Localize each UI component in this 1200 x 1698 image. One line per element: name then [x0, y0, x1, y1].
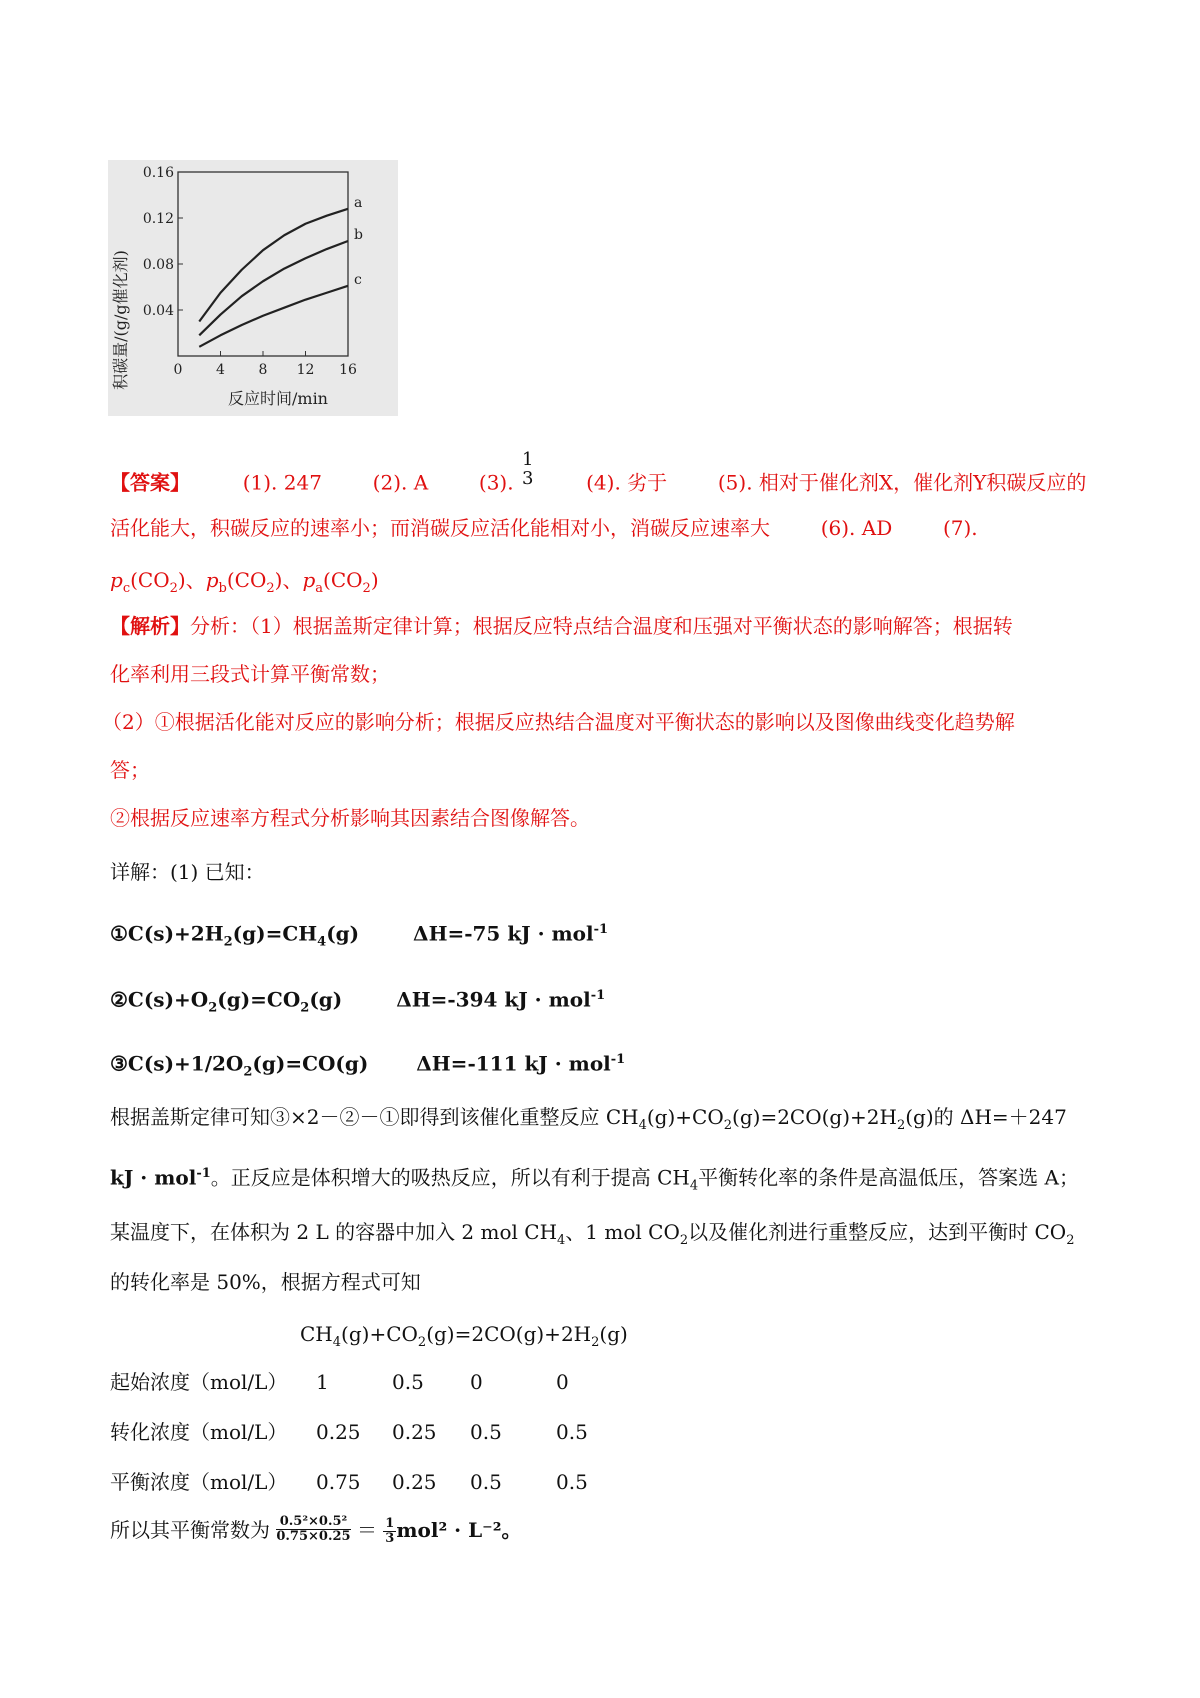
- p2-sub4: 4: [689, 1178, 699, 1194]
- eq2-sub2: 2: [300, 1000, 310, 1016]
- analysis-line-1: [110, 612, 1013, 640]
- p3-sub4: 4: [557, 1233, 566, 1248]
- p2c: 平衡转化率的条件是高温低压，答案选 A；: [698, 1165, 1079, 1190]
- table-cell: 0.25: [392, 1470, 437, 1494]
- eq3-lhs: ③C(s)+1/2O: [110, 1051, 244, 1076]
- pressure-symbol-c: p: [110, 568, 123, 592]
- table-cell: 0: [470, 1370, 483, 1394]
- y-tick-label: 0.04: [142, 303, 174, 319]
- p3c: 以及催化剂进行重整反应，达到平衡时 CO: [688, 1220, 1067, 1244]
- answer-6-num: (6).: [820, 516, 856, 540]
- p1-sub4: 4: [638, 1118, 647, 1133]
- plot-frame: [178, 172, 348, 356]
- rxn-sub2a: 2: [417, 1335, 427, 1350]
- equation-3: [110, 1046, 625, 1087]
- table-cell: 0.5: [470, 1420, 502, 1444]
- co2-open-b: (CO: [226, 568, 267, 592]
- answer-line-1: [110, 449, 1087, 503]
- k-result-num: 1: [385, 1516, 395, 1532]
- detail-intro: 详解：(1) 已知：: [110, 860, 265, 884]
- chart-ylabel: 积碳量/(g/g催化剂): [111, 250, 130, 390]
- co2-sub-b: 2: [266, 581, 275, 596]
- carbon-deposition-chart: [108, 160, 398, 416]
- answer-label: 【答案】: [110, 470, 190, 495]
- eq1-lhs: ①C(s)+2H: [110, 921, 224, 946]
- answer-4: 劣于: [627, 470, 668, 495]
- co2-close-c: ): [177, 568, 186, 592]
- separator-2: 、: [282, 568, 303, 592]
- co2-open-a: (CO: [323, 568, 363, 592]
- eq2-dh: ΔH=-394 kJ · mol: [396, 987, 591, 1012]
- eq3-mid: (g)=CO(g): [252, 1051, 369, 1076]
- answer-5-line1: 相对于催化剂X，催化剂Y积碳反应的: [758, 470, 1087, 495]
- series-line-b: [199, 241, 348, 335]
- y-tick-label: 0.12: [142, 211, 174, 227]
- subscript-b: b: [218, 581, 227, 596]
- equilibrium-constant: [110, 1516, 521, 1546]
- x-tick-label: 0: [173, 362, 183, 378]
- eq2-mid: (g)=CO: [217, 987, 301, 1012]
- p2b: 。正反应是体积增大的吸热反应，所以有利于提高 CH: [210, 1165, 690, 1190]
- answer-5-line2: 活化能大，积碳反应的速率小；而消碳反应活化能相对小，消碳反应速率大: [110, 516, 770, 540]
- table-row-label: 起始浓度（mol/L）: [110, 1370, 288, 1394]
- table-cell: 1: [316, 1370, 329, 1394]
- answer-3-num: (3).: [478, 470, 514, 495]
- rxn-d: (g): [599, 1322, 628, 1346]
- hess-paragraph-line-2: [110, 1160, 1079, 1201]
- answer-1: 247: [283, 470, 322, 495]
- rxn-sub2b: 2: [591, 1335, 600, 1350]
- k-prefix: 所以其平衡常数为: [110, 1518, 270, 1542]
- pressure-symbol-a: p: [302, 568, 316, 592]
- rxn-sub4: 4: [332, 1335, 342, 1350]
- analysis-line-4: 答；: [110, 758, 150, 782]
- p1c: (g)=2CO(g)+2H: [732, 1105, 897, 1129]
- eq3-exp: -1: [610, 1052, 626, 1067]
- eq1-dh: ΔH=-75 kJ · mol: [413, 921, 594, 946]
- chart-plot-layer: [143, 165, 363, 378]
- answer-1-num: (1).: [242, 470, 278, 495]
- table-row-label: 转化浓度（mol/L）: [110, 1420, 288, 1444]
- series-label-c: c: [354, 271, 362, 288]
- eq2-end: (g): [309, 987, 343, 1012]
- subscript-c: c: [122, 581, 131, 596]
- table-cell: 0.5: [556, 1420, 588, 1444]
- analysis-line-5: ②根据反应速率方程式分析影响其因素结合图像解答。: [110, 806, 590, 830]
- p3b: 、1 mol CO: [565, 1220, 680, 1244]
- eq1-mid: (g)=CH: [232, 921, 318, 946]
- answer-3-fraction: [520, 451, 535, 489]
- eq3-dh: ΔH=-111 kJ · mol: [416, 1051, 611, 1076]
- pressure-symbol-b: p: [205, 568, 219, 592]
- answer-2: A: [413, 470, 429, 495]
- answer-2-num: (2).: [372, 470, 408, 495]
- k-fraction: [276, 1515, 350, 1543]
- p1-sub2a: 2: [723, 1118, 733, 1133]
- p3a: 某温度下，在体积为 2 L 的容器中加入 2 mol CH: [110, 1220, 558, 1244]
- co2-open-c: (CO: [130, 568, 170, 592]
- x-tick-label: 8: [258, 362, 268, 378]
- eq1-exp: -1: [593, 922, 609, 937]
- analysis-line-2: 化率利用三段式计算平衡常数；: [110, 662, 390, 686]
- table-cell: 0.25: [392, 1420, 437, 1444]
- series-label-b: b: [354, 227, 363, 243]
- k-denominator: 0.75×0.25: [276, 1529, 351, 1544]
- answer-7-num: (7).: [942, 516, 978, 540]
- x-tick-label: 16: [339, 362, 357, 378]
- y-tick-label: 0.16: [142, 165, 174, 181]
- chart-xlabel: 反应时间/min: [228, 389, 328, 408]
- eq2-exp: -1: [590, 988, 606, 1003]
- co2-close-a: ): [370, 568, 379, 592]
- x-tick-label: 12: [296, 362, 315, 378]
- rxn-b: (g)+CO: [341, 1322, 418, 1346]
- eq1-sub1: 2: [223, 934, 233, 950]
- k-equals: ＝: [356, 1518, 377, 1542]
- p1a: 根据盖斯定律可知③×2－②－①即得到该催化重整反应 CH: [110, 1105, 639, 1129]
- reaction-equation: [300, 1320, 628, 1357]
- rxn-c: (g)=2CO(g)+2H: [426, 1322, 592, 1346]
- eq3-sub1: 2: [243, 1064, 253, 1080]
- hess-paragraph-line-1: [110, 1103, 1067, 1140]
- series-line-c: [199, 286, 348, 347]
- table-cell: 0.75: [316, 1470, 361, 1494]
- series-line-a: [199, 209, 348, 322]
- p3-sub2a: 2: [679, 1233, 689, 1248]
- k-result-fraction: [383, 1517, 396, 1545]
- x-tick-label: 4: [216, 362, 225, 378]
- k-result-den: 3: [385, 1531, 395, 1546]
- table-cell: 0.5: [556, 1470, 588, 1494]
- p1d: (g)的 ΔH=＋247: [905, 1105, 1067, 1129]
- co2-sub-c: 2: [169, 581, 178, 596]
- analysis-text-1: 分析：（1）根据盖斯定律计算；根据反应特点结合温度和压强对平衡状态的影响解答；根据转: [190, 614, 1013, 638]
- eq1-end: (g): [326, 921, 360, 946]
- co2-sub-a: 2: [362, 581, 371, 596]
- answer-3-frac-num: 1: [521, 449, 534, 470]
- conditions-line-2: 的转化率是 50%，根据方程式可知: [110, 1270, 421, 1294]
- eq1-sub2: 4: [317, 934, 327, 950]
- p2a: kJ · mol: [110, 1165, 197, 1190]
- analysis-label: 【解析】: [110, 614, 190, 638]
- answer-7: [110, 566, 379, 603]
- equation-2: [110, 982, 605, 1023]
- answer-line-2: [110, 514, 978, 542]
- separator-1: 、: [185, 568, 206, 592]
- y-tick-label: 0.08: [142, 257, 174, 273]
- p1b: (g)+CO: [646, 1105, 724, 1129]
- k-unit: mol² · L⁻²。: [396, 1518, 522, 1542]
- p2-exp: -1: [196, 1166, 211, 1181]
- conditions-line-1: [110, 1218, 1074, 1255]
- answer-4-num: (4).: [586, 470, 621, 495]
- subscript-a: a: [315, 581, 324, 596]
- table-row-label: 平衡浓度（mol/L）: [110, 1470, 288, 1494]
- table-cell: 0.25: [316, 1420, 361, 1444]
- eq2-sub1: 2: [208, 1000, 218, 1016]
- chart-svg: [108, 160, 398, 416]
- k-numerator: 0.5²×0.5²: [276, 1515, 350, 1530]
- co2-close-b: ): [274, 568, 283, 592]
- table-cell: 0: [556, 1370, 569, 1394]
- table-cell: 0.5: [392, 1370, 424, 1394]
- analysis-line-3: （2）①根据活化能对反应的影响分析；根据反应热结合温度对平衡状态的影响以及图像曲线变化趋势解: [102, 710, 1015, 734]
- equation-1: [110, 916, 608, 957]
- eq2-lhs: ②C(s)+O: [110, 987, 209, 1012]
- answer-6: AD: [861, 516, 893, 540]
- answer-3-frac-den: 3: [521, 467, 534, 489]
- rxn-a: CH: [300, 1322, 333, 1346]
- table-cell: 0.5: [470, 1470, 502, 1494]
- answer-5-num: (5).: [717, 470, 753, 495]
- series-label-a: a: [354, 194, 363, 211]
- p1-sub2b: 2: [896, 1118, 906, 1133]
- p3-sub2b: 2: [1066, 1233, 1075, 1248]
